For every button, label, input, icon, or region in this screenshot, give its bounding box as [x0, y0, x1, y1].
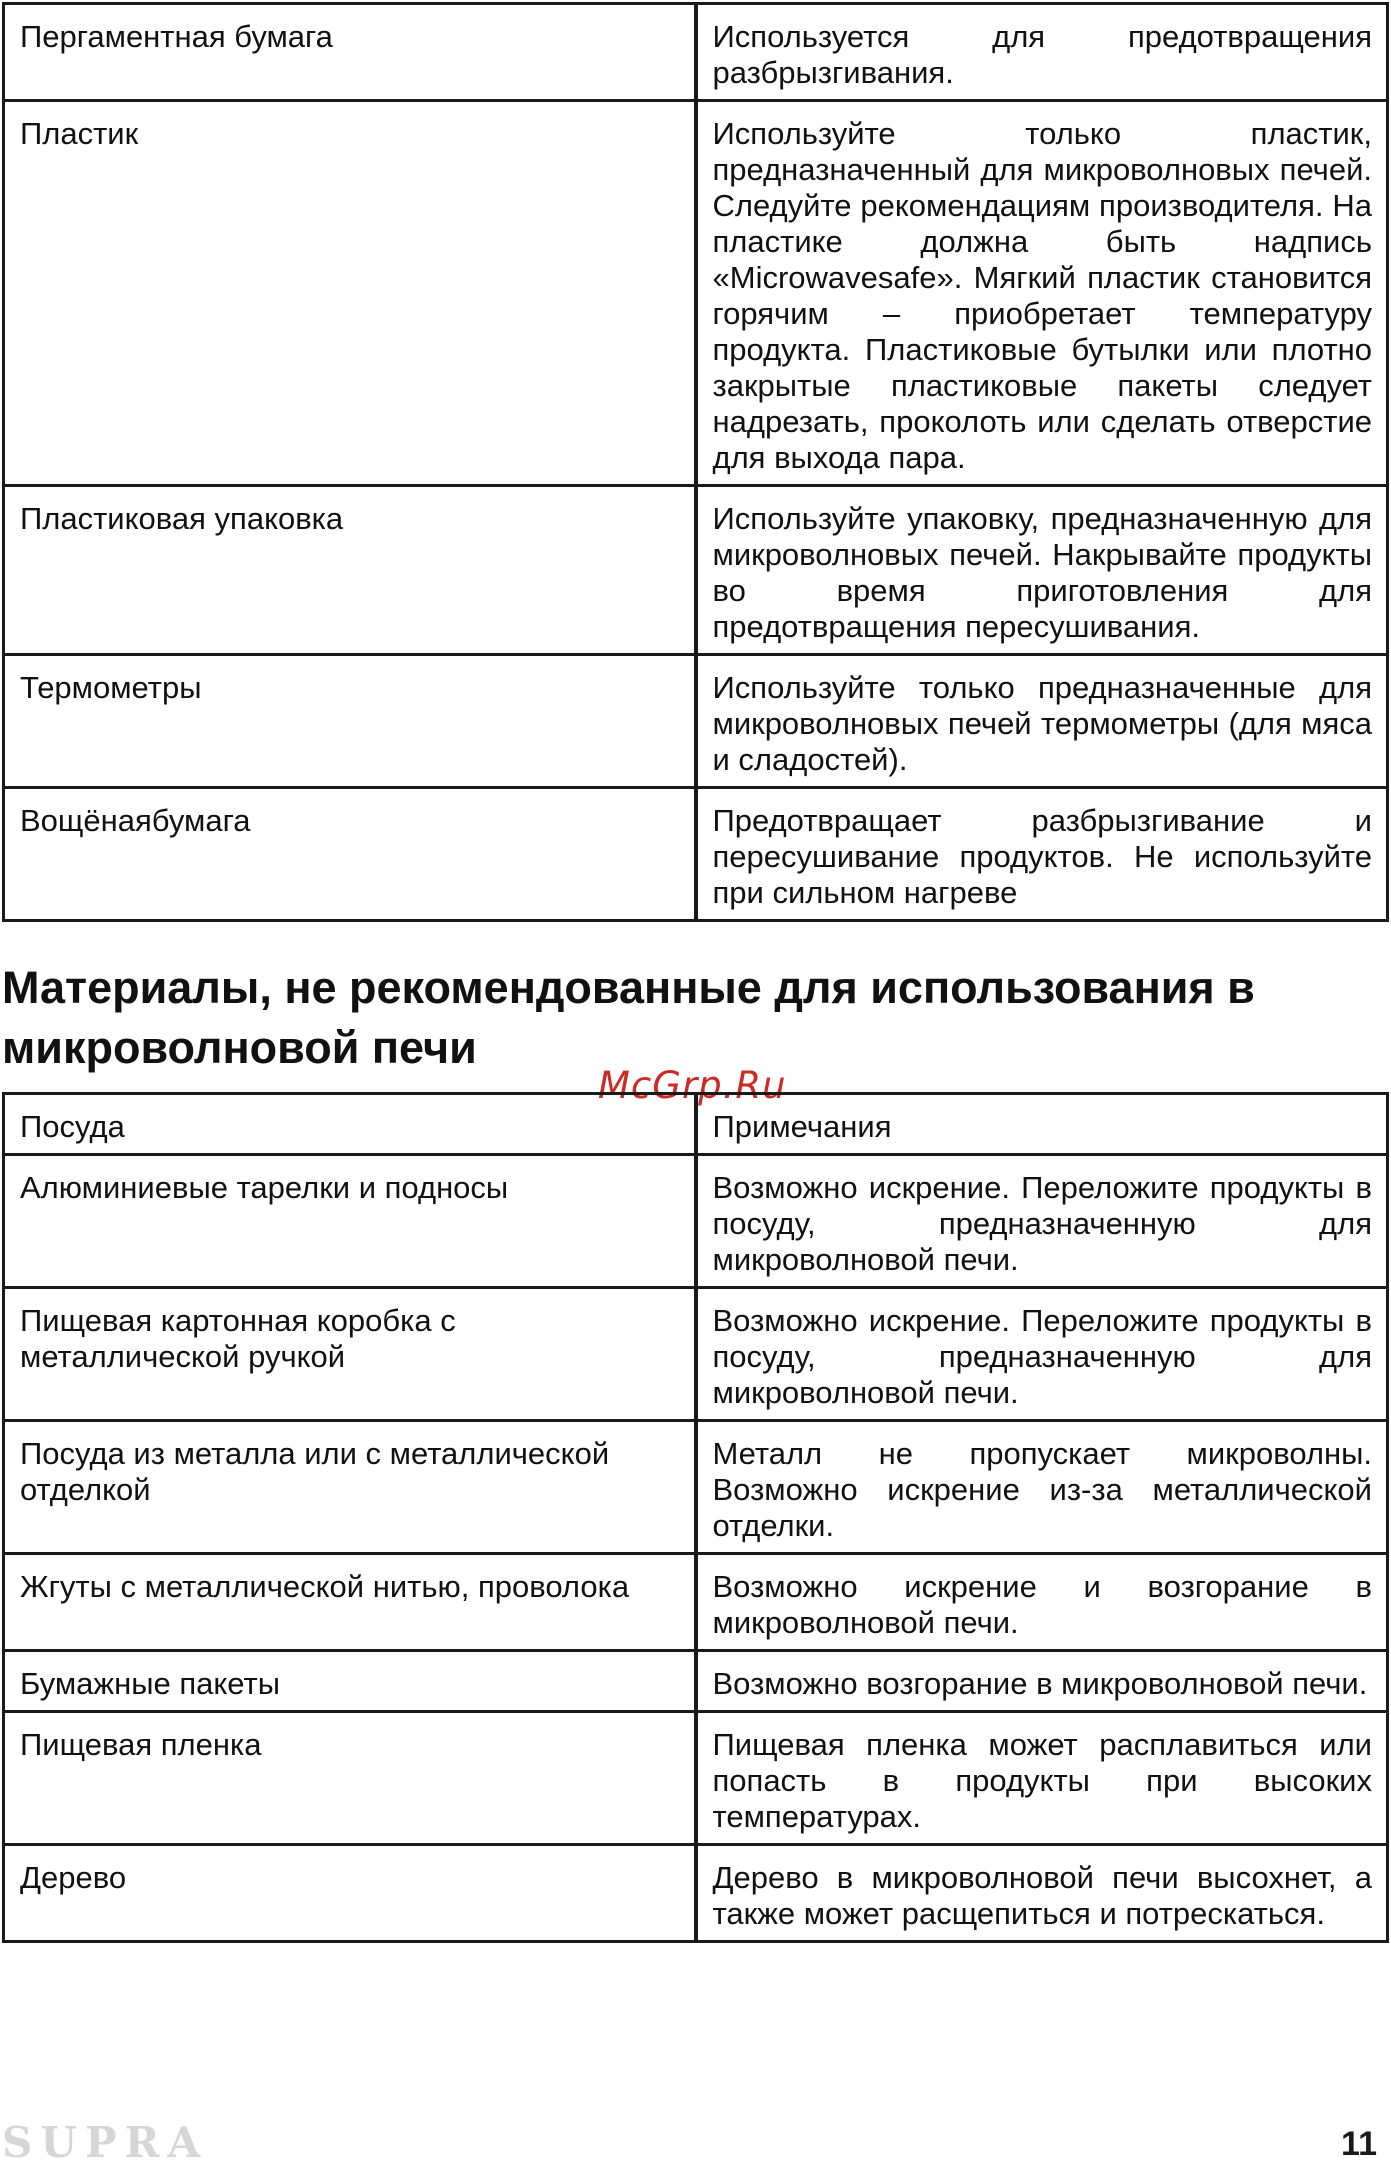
- material-cell: Термометры: [4, 655, 696, 788]
- column-header-notes: Примечания: [696, 1094, 1388, 1155]
- note-cell: Возможно возгорание в микроволновой печи.: [696, 1651, 1388, 1712]
- note-cell: Используется для предотвращения разбрызгивания.: [696, 4, 1388, 101]
- table-row: [4, 4, 1388, 101]
- material-cell: Жгуты с металлической нитью, проволока: [4, 1554, 696, 1651]
- material-cell: Алюминиевые тарелки и подносы: [4, 1155, 696, 1288]
- table-row: [4, 1288, 1388, 1421]
- note-cell: Используйте только предназначенные для микроволновых печей термометры (для мяса и сладостей).: [696, 655, 1388, 788]
- material-cell: Пищевая картонная коробка с металлической ручкой: [4, 1288, 696, 1421]
- column-header-dishware: Посуда: [4, 1094, 696, 1155]
- table-row: [4, 1845, 1388, 1942]
- table-row: [4, 655, 1388, 788]
- recommended-materials-table: [2, 2, 1389, 922]
- brand-logo: SUPRA: [2, 2118, 209, 2167]
- note-cell: Возможно искрение и возгорание в микроволновой печи.: [696, 1554, 1388, 1651]
- note-cell: Используйте упаковку, предназначенную для микроволновых печей. Накрывайте продукты во время приготовления для предотвращения пересушивания.: [696, 486, 1388, 655]
- not-recommended-materials-table: [2, 1092, 1389, 1943]
- table-row: [4, 1651, 1388, 1712]
- note-cell: Металл не пропускает микроволны. Возможно искрение из-за металлической отделки.: [696, 1421, 1388, 1554]
- table-row: [4, 101, 1388, 486]
- watermark-link[interactable]: McGrp.Ru: [598, 1064, 787, 1107]
- material-cell: Посуда из металла или с металлической отделкой: [4, 1421, 696, 1554]
- material-cell: Бумажные пакеты: [4, 1651, 696, 1712]
- note-cell: Возможно искрение. Переложите продукты в посуду, предназначенную для микроволновой печи.: [696, 1288, 1388, 1421]
- material-cell: Вощёнаябумага: [4, 788, 696, 921]
- table-header-row: [4, 1094, 1388, 1155]
- page-number: 11: [1341, 2125, 1377, 2163]
- note-cell: Пищевая пленка может расплавиться или попасть в продукты при высоких температурах.: [696, 1712, 1388, 1845]
- table-row: [4, 1421, 1388, 1554]
- material-cell: Пергаментная бумага: [4, 4, 696, 101]
- table-row: [4, 1554, 1388, 1651]
- note-cell: Дерево в микроволновой печи высохнет, а также может расщепиться и потрескаться.: [696, 1845, 1388, 1942]
- section-heading: Материалы, не рекомендованные для использования в микроволновой печи: [2, 962, 1255, 1073]
- material-cell: Пластик: [4, 101, 696, 486]
- note-cell: Возможно искрение. Переложите продукты в посуду, предназначенную для микроволновой печи.: [696, 1155, 1388, 1288]
- material-cell: Пищевая пленка: [4, 1712, 696, 1845]
- material-cell: Пластиковая упаковка: [4, 486, 696, 655]
- material-cell: Дерево: [4, 1845, 696, 1942]
- table-row: [4, 1712, 1388, 1845]
- table-row: [4, 486, 1388, 655]
- table-row: [4, 1155, 1388, 1288]
- note-cell: Используйте только пластик, предназначенный для микроволновых печей. Следуйте рекомендациям производителя. На пластике должна быть надпись «Microwavesafe». Мягкий пластик становится горячим – приобретает температуру продукта. Пластиковые бутылки или плотно закрытые пластиковые пакеты следует надрезать, проколоть или сделать отверстие для выхода пара.: [696, 101, 1388, 486]
- table-row: [4, 788, 1388, 921]
- note-cell: Предотвращает разбрызгивание и пересушивание продуктов. Не используйте при сильном нагреве: [696, 788, 1388, 921]
